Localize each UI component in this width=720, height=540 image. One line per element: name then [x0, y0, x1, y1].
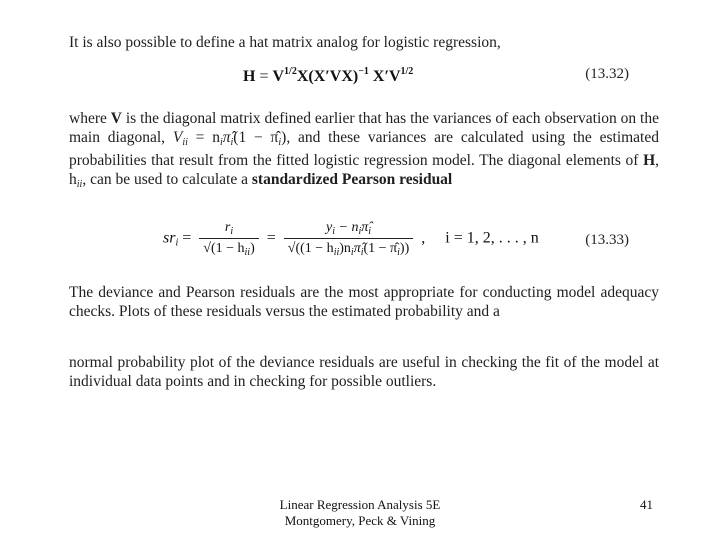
- frac1-den-close: ): [250, 241, 255, 256]
- frac2-num-sub3: i: [368, 226, 372, 237]
- frac2-den-close: )): [399, 241, 410, 256]
- para2-v: V: [110, 110, 122, 127]
- intro-text: It is also possible to define a hat matrix analog for logistic regression,: [69, 34, 501, 51]
- equation-number-13-33: (13.33): [585, 232, 629, 248]
- frac2-den-sub: ii: [333, 247, 340, 258]
- eq2-equals-1: =: [182, 229, 192, 247]
- frac2-den-sub2: i: [350, 247, 354, 258]
- para2-vii-sub: ii: [182, 136, 188, 148]
- frac1-num-sub: i: [230, 226, 234, 237]
- equation-13-33: [69, 220, 629, 264]
- fraction-2: [284, 220, 413, 258]
- frac2-den-sub4: i: [397, 247, 400, 258]
- eq2-lhs: sr: [163, 229, 176, 247]
- frac1-num: r: [224, 220, 231, 235]
- hat-matrix-formula: $H = V^{1/2}X(X'VX)^{-1}$ $X'V^{1/2}$: [243, 66, 414, 85]
- frac2-den: √((1 − h: [287, 241, 334, 256]
- frac2-den-sub3: i: [360, 247, 364, 258]
- eq2-lhs-sub: i: [175, 237, 179, 249]
- para2-text-4: , h: [69, 152, 659, 188]
- para2-paren: (1 − π̂: [233, 128, 279, 146]
- frac2-num: y: [326, 220, 333, 235]
- frac2-den-paren: (1 − π̂: [363, 241, 398, 256]
- fraction-1: [199, 220, 258, 258]
- frac2-num-rest: − n: [335, 220, 359, 235]
- eq2-equals-2: =: [266, 229, 276, 247]
- standardized-residual-formula: [163, 220, 539, 258]
- footer-title: Linear Regression Analysis 5E: [279, 497, 441, 512]
- paragraph-residuals: The deviance and Pearson residuals are the most appropriate for conducting model adequacy checks. Plots of these residuals versus the estimated probability and a: [69, 284, 659, 320]
- paragraph-normal-plot: normal probability plot of the deviance residuals are useful in checking the fit of the model at individual data points and in checking for possible outliers.: [69, 354, 659, 390]
- para2-paren-sub: i: [278, 136, 282, 148]
- para2-eq-sub: i: [219, 136, 223, 148]
- page-number: 41: [640, 497, 653, 512]
- para2-vii: V: [172, 128, 183, 146]
- frac2-den-pi: π̂: [353, 241, 361, 256]
- frac2-den-rest: )n: [339, 241, 351, 256]
- frac1-den: √(1 − h: [203, 241, 245, 256]
- eq1-lhs: H: [243, 68, 256, 85]
- frac2-num-pi: π̂: [361, 220, 369, 235]
- paragraph-definition: [69, 110, 659, 194]
- para2-close: ): [281, 128, 287, 146]
- frac2-num-sub: i: [332, 226, 335, 237]
- para2-text-3: , and these variances are calculated using the estimated probabilities that result from the fitted logistic regression model. The diagonal elements of: [69, 128, 659, 169]
- frac2-num-sub2: i: [358, 226, 362, 237]
- para2-pi: π̂: [222, 128, 231, 146]
- para2-pi-sub: i: [230, 136, 234, 148]
- standardized-pearson-residual-term: standardized Pearson residual: [251, 170, 453, 188]
- para2-text-2: is the diagonal matrix defined earlier that has the variances of each observation on the main diagonal,: [69, 110, 659, 146]
- para2-h: H: [643, 152, 656, 169]
- slide-footer: [240, 497, 480, 529]
- footer-authors: Montgomery, Peck & Vining: [284, 513, 436, 528]
- para2-h-sub: ii: [76, 178, 83, 190]
- para2-eq: = n: [187, 128, 220, 146]
- para2-text-1: where: [69, 110, 111, 127]
- index-range: , i = 1, 2, . . . , n: [421, 229, 539, 247]
- frac1-den-sub: ii: [244, 247, 251, 258]
- eq1-rhs: $V^{1/2}X(X'VX)^{-1}$ $X'V^{1/2}$: [272, 66, 414, 85]
- equation-number-13-32: (13.32): [585, 66, 629, 82]
- equation-13-32: [69, 66, 629, 88]
- para2-text-5: , can be used to calculate a: [82, 170, 252, 188]
